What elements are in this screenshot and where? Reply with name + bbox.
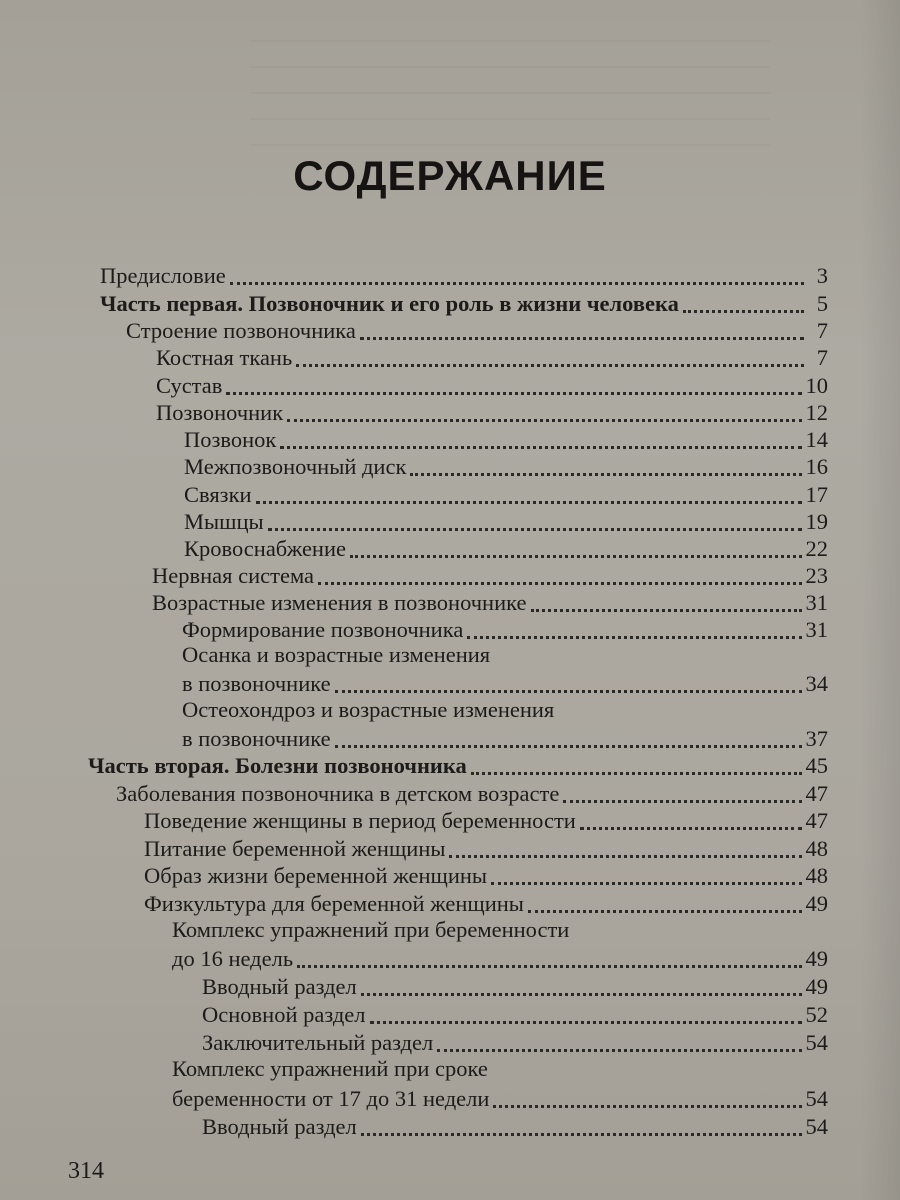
toc-entry-page: 48	[805, 863, 828, 888]
dot-leader	[230, 258, 804, 285]
toc-entry-page: 52	[805, 1002, 828, 1027]
toc-entry-page: 48	[805, 836, 828, 861]
toc-entry-page: 37	[805, 726, 828, 751]
dot-leader	[318, 558, 801, 585]
toc-entry[interactable]	[144, 888, 828, 918]
dot-leader	[296, 340, 804, 367]
toc-entry-label: Поведение женщины в период беременности	[144, 808, 576, 833]
toc-entry-page: 49	[805, 946, 828, 971]
toc-entry-page: 47	[805, 781, 828, 806]
toc-entry-label: Формирование позвоночника	[182, 617, 464, 642]
page-title: СОДЕРЖАНИЕ	[293, 152, 607, 199]
dot-leader	[531, 585, 802, 612]
dot-leader	[256, 477, 802, 504]
dot-leader	[410, 449, 801, 476]
toc-entry-page: 16	[805, 454, 828, 479]
toc-entry-label: Вводный раздел	[202, 1114, 357, 1139]
toc-entry-page: 22	[805, 536, 828, 561]
toc-entry-label: Костная ткань	[156, 345, 293, 370]
dot-leader	[268, 504, 802, 531]
toc-entry-label: Нервная система	[152, 563, 315, 588]
toc-entry-page: 49	[805, 891, 828, 916]
toc-entry-page: 54	[805, 1030, 828, 1055]
dot-leader	[437, 1025, 801, 1052]
toc-entry-page: 17	[805, 482, 828, 507]
toc-entry-page: 3	[816, 263, 828, 288]
toc-entry-label: беременности от 17 до 31 недели	[172, 1086, 490, 1111]
dot-leader	[350, 531, 802, 558]
dot-leader	[467, 612, 801, 639]
toc-entry-label: Связки	[184, 482, 252, 507]
toc-entry-label: Заключительный раздел	[202, 1030, 434, 1055]
dot-leader	[361, 969, 802, 996]
toc-entry-label: Строение позвоночника	[126, 318, 356, 343]
toc-entry-label-line1: Осанка и возрастные изменения	[182, 642, 491, 667]
toc-entry-page: 54	[805, 1086, 828, 1111]
toc-entry[interactable]	[202, 1027, 828, 1057]
dot-leader	[491, 858, 801, 885]
dot-leader	[361, 1109, 802, 1136]
toc-entry-label: Часть вторая. Болезни позвоночника	[88, 753, 467, 778]
dot-leader	[360, 313, 804, 340]
toc-entry-label: Кровоснабжение	[184, 536, 346, 561]
toc-entry[interactable]	[202, 1111, 828, 1141]
toc-entry-label: в позвоночнике	[182, 726, 331, 751]
toc-entry-label: Заболевания позвоночника в детском возрасте	[116, 781, 560, 806]
toc-entry-label-line1: Комплекс упражнений при сроке	[172, 1056, 488, 1081]
toc-entry-page: 7	[816, 345, 828, 370]
toc-entry-page: 31	[805, 617, 828, 642]
toc-entry-page: 23	[805, 563, 828, 588]
dot-leader	[287, 395, 801, 422]
dot-leader	[528, 886, 802, 913]
toc-entry-page: 10	[805, 373, 828, 398]
toc-entry-page: 54	[805, 1114, 828, 1139]
dot-leader	[683, 286, 804, 313]
dot-leader	[449, 831, 801, 858]
dot-leader	[297, 941, 801, 968]
toc-entry-label: до 16 недель	[172, 946, 294, 971]
dot-leader	[493, 1081, 801, 1108]
dot-leader	[226, 368, 801, 395]
toc-entry-page: 5	[816, 291, 828, 316]
toc-entry-label: Образ жизни беременной женщины	[144, 863, 488, 888]
toc-entry-page: 34	[805, 671, 828, 696]
toc-entry-page: 7	[816, 318, 828, 343]
show-through-text	[250, 40, 770, 150]
toc-entry[interactable]	[182, 614, 828, 644]
toc-entry-page: 31	[805, 590, 828, 615]
toc-entry-label: Сустав	[156, 373, 223, 398]
dot-leader	[335, 721, 802, 748]
toc-entry-label-line1: Остеохондроз и возрастные изменения	[182, 697, 555, 722]
toc-entry-label: в позвоночнике	[182, 671, 331, 696]
toc-entry-page: 47	[805, 808, 828, 833]
toc-entry-page: 19	[805, 509, 828, 534]
dot-leader	[563, 776, 801, 803]
dot-leader	[471, 748, 802, 775]
dot-leader	[370, 997, 802, 1024]
toc-entry-label: Основной раздел	[202, 1002, 366, 1027]
toc-entry-label: Часть первая. Позвоночник и его роль в жизни человека	[100, 291, 679, 316]
page-number: 314	[68, 1158, 104, 1184]
toc-entry-label: Межпозвоночный диск	[184, 454, 407, 479]
toc-entry-label: Физкультура для беременной женщины	[144, 891, 524, 916]
toc-entry[interactable]	[182, 668, 828, 698]
toc-entry-label: Предисловие	[100, 263, 226, 288]
dot-leader	[580, 803, 802, 830]
toc-entry-label: Позвонок	[184, 427, 277, 452]
dot-leader	[335, 666, 802, 693]
toc-entry-label: Питание беременной женщины	[144, 836, 446, 861]
toc-entry-page: 14	[805, 427, 828, 452]
toc-entry-page: 45	[805, 753, 828, 778]
toc-entry-page: 12	[805, 400, 828, 425]
toc-entry-label: Мышцы	[184, 509, 264, 534]
toc-entry-label: Вводный раздел	[202, 974, 357, 999]
toc-entry-page: 49	[805, 974, 828, 999]
toc-entry-label: Позвоночник	[156, 400, 284, 425]
toc-entry-label: Возрастные изменения в позвоночнике	[152, 590, 527, 615]
toc-entry-label-line1: Комплекс упражнений при беременности	[172, 917, 570, 942]
dot-leader	[280, 422, 801, 449]
